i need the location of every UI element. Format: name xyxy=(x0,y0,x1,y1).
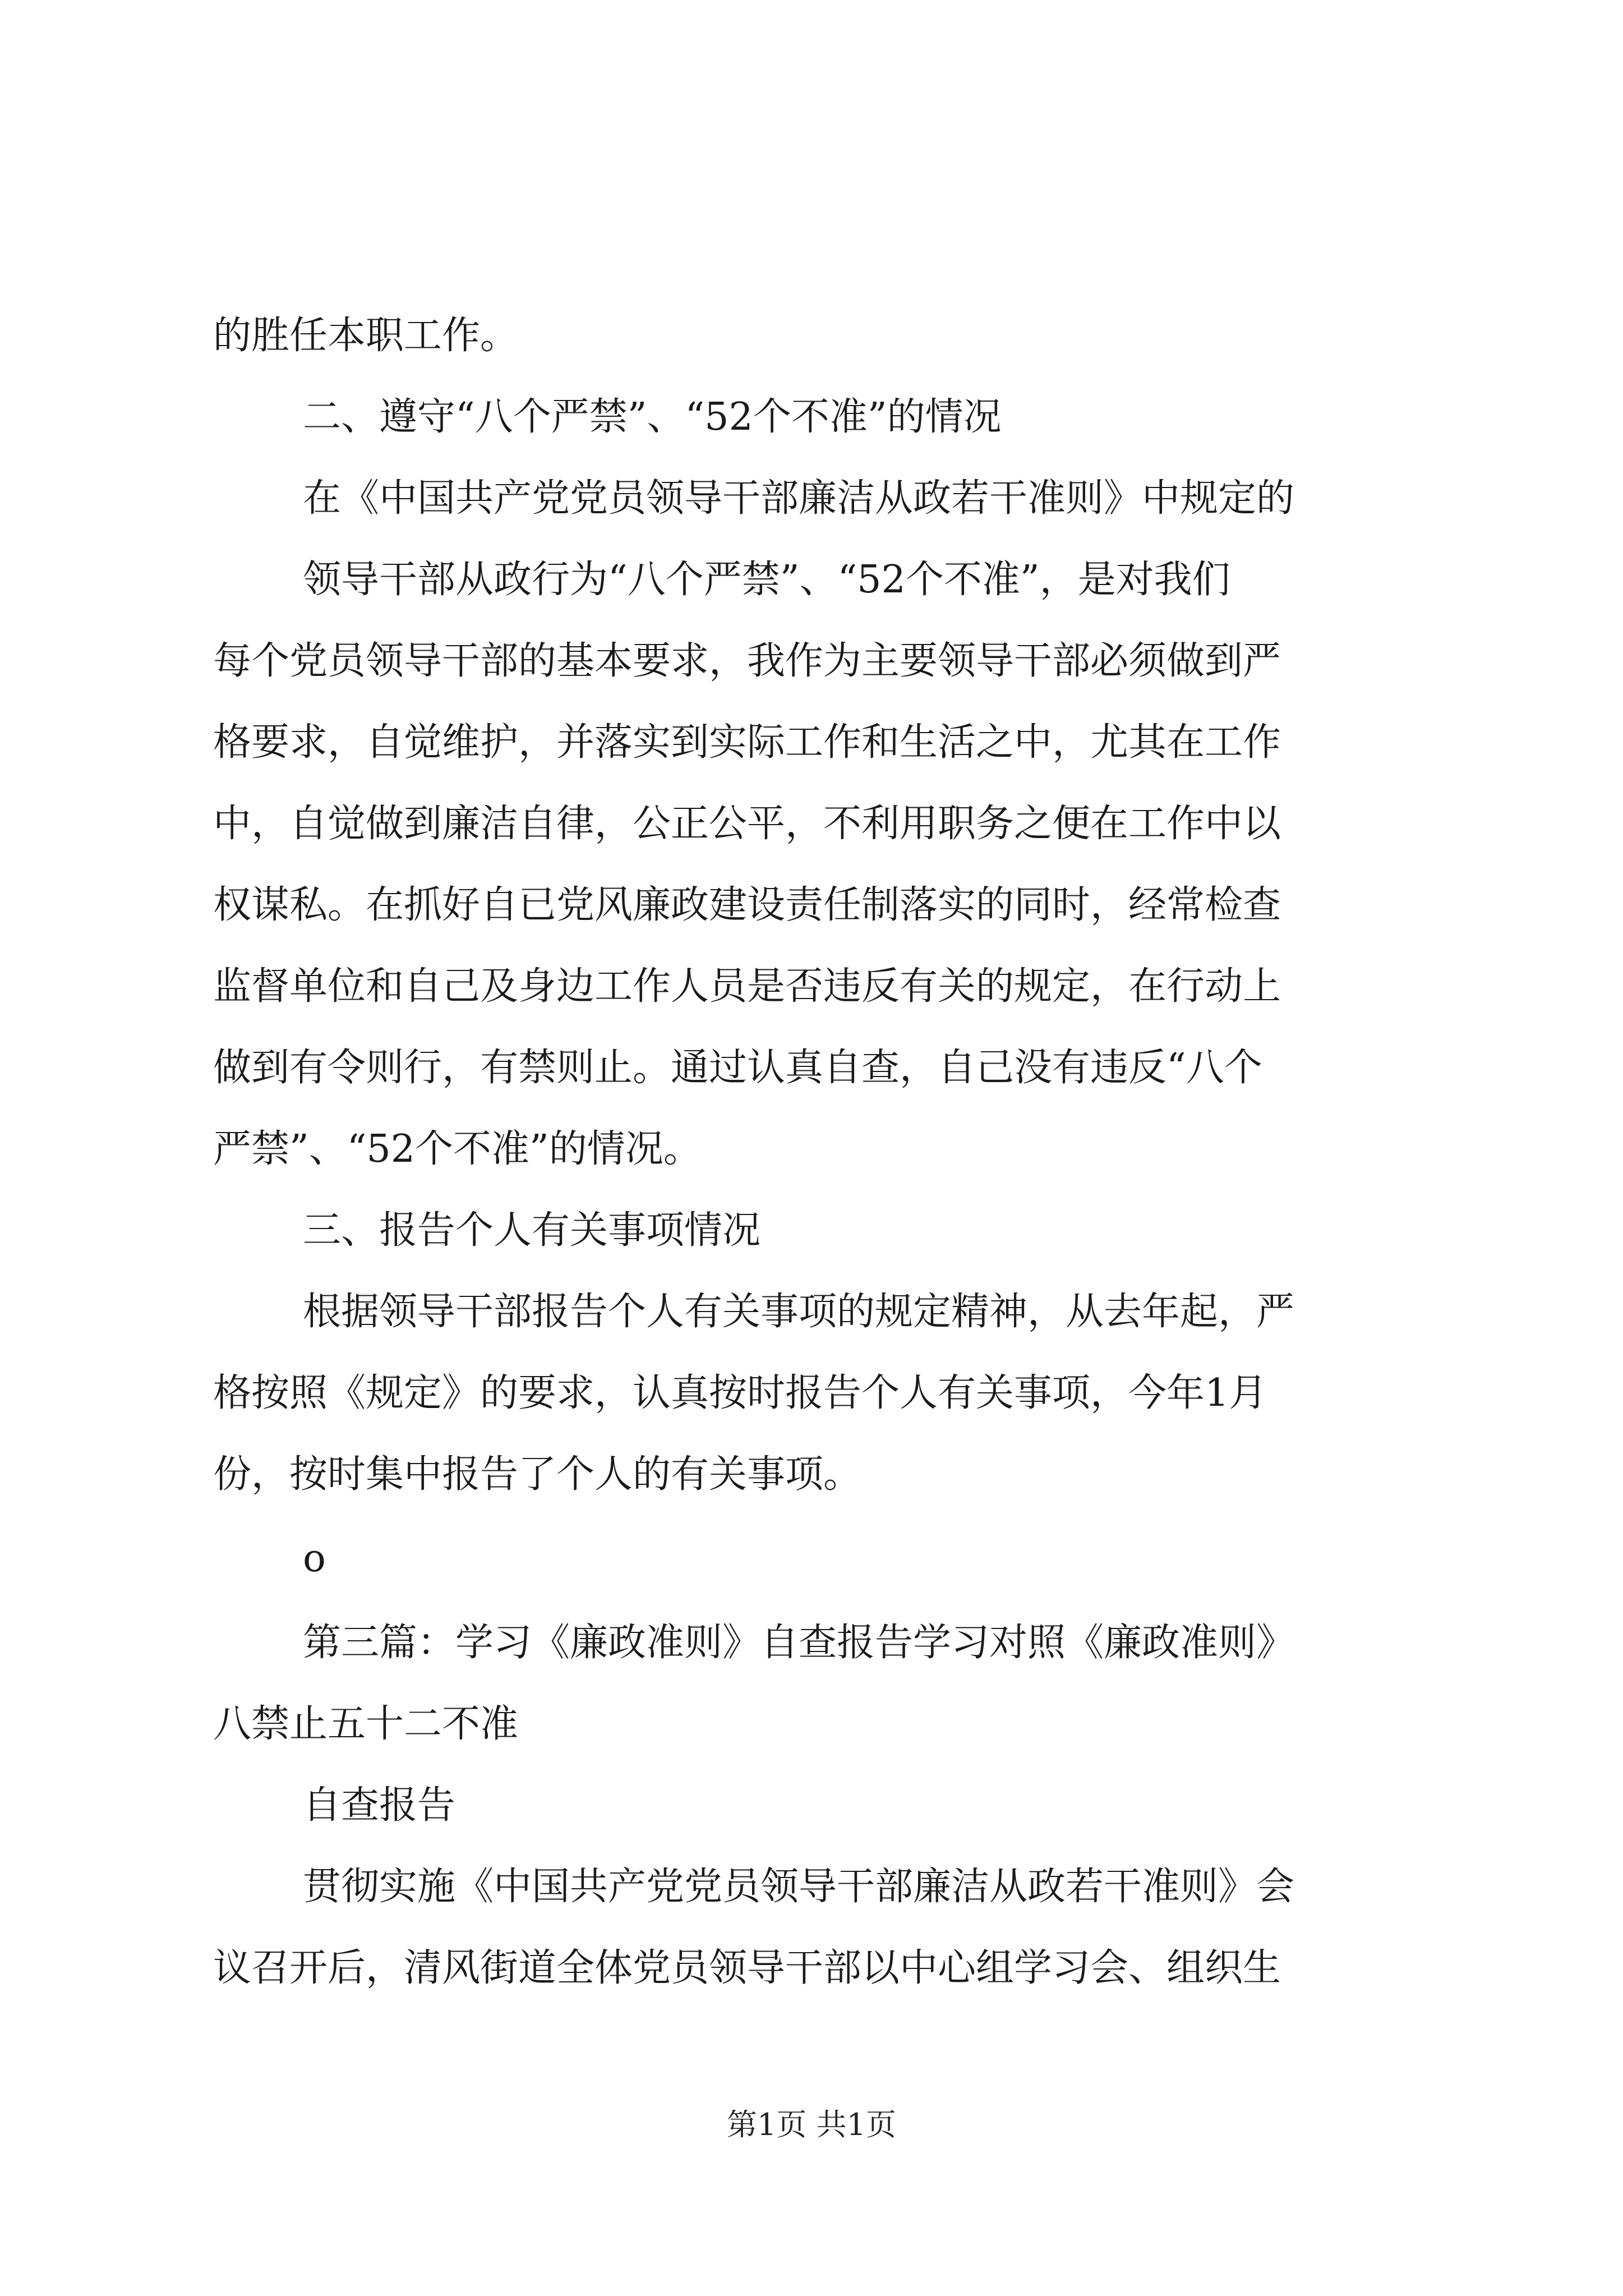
body-line: 每个党员领导干部的基本要求，我作为主要领导干部必须做到严 xyxy=(213,639,1281,683)
chapter-title: 第三篇：学习《廉政准则》自查报告学习对照《廉政准则》 xyxy=(303,1621,1295,1665)
body-line: 议召开后，清风街道全体党员领导干部以中心组学习会、组织生 xyxy=(213,1946,1281,1990)
stray-mark: o xyxy=(303,1536,326,1581)
body-line: 监督单位和自己及身边工作人员是否违反有关的规定，在行动上 xyxy=(213,964,1281,1009)
body-line: 贯彻实施《中国共产党党员领导干部廉洁从政若干准则》会 xyxy=(303,1865,1295,1909)
page-number-footer: 第1页 共1页 xyxy=(727,2107,896,2142)
chapter-title: 八禁止五十二不准 xyxy=(213,1702,519,1746)
body-line: 格按照《规定》的要求，认真按时报告个人有关事项，今年1月 xyxy=(213,1371,1267,1415)
body-line: 根据领导干部报告个人有关事项的规定精神，从去年起，严 xyxy=(303,1290,1295,1334)
section-heading: 三、报告个人有关事项情况 xyxy=(303,1208,761,1253)
body-line: 在《中国共产党党员领导干部廉洁从政若干准则》中规定的 xyxy=(303,476,1295,521)
section-heading: 二、遵守“八个严禁”、“52个不准”的情况 xyxy=(303,395,1002,439)
body-line: 格要求，自觉维护，并落实到实际工作和生活之中，尤其在工作 xyxy=(213,720,1281,765)
body-line: 的胜任本职工作。 xyxy=(213,314,519,358)
body-line: 做到有令则行，有禁则止。通过认真自查，自己没有违反“八个 xyxy=(213,1046,1262,1090)
body-line: 中，自觉做到廉洁自律，公正公平，不利用职务之便在工作中以 xyxy=(213,802,1281,846)
body-line: 权谋私。在抓好自已党风廉政建设责任制落实的同时，经常检查 xyxy=(213,883,1281,927)
subtitle: 自查报告 xyxy=(303,1783,456,1828)
body-line: 份，按时集中报告了个人的有关事项。 xyxy=(213,1452,862,1497)
body-line: 严禁”、“52个不准”的情况。 xyxy=(213,1127,702,1171)
body-line: 领导干部从政行为“八个严禁”、“52个不准”，是对我们 xyxy=(303,558,1230,602)
